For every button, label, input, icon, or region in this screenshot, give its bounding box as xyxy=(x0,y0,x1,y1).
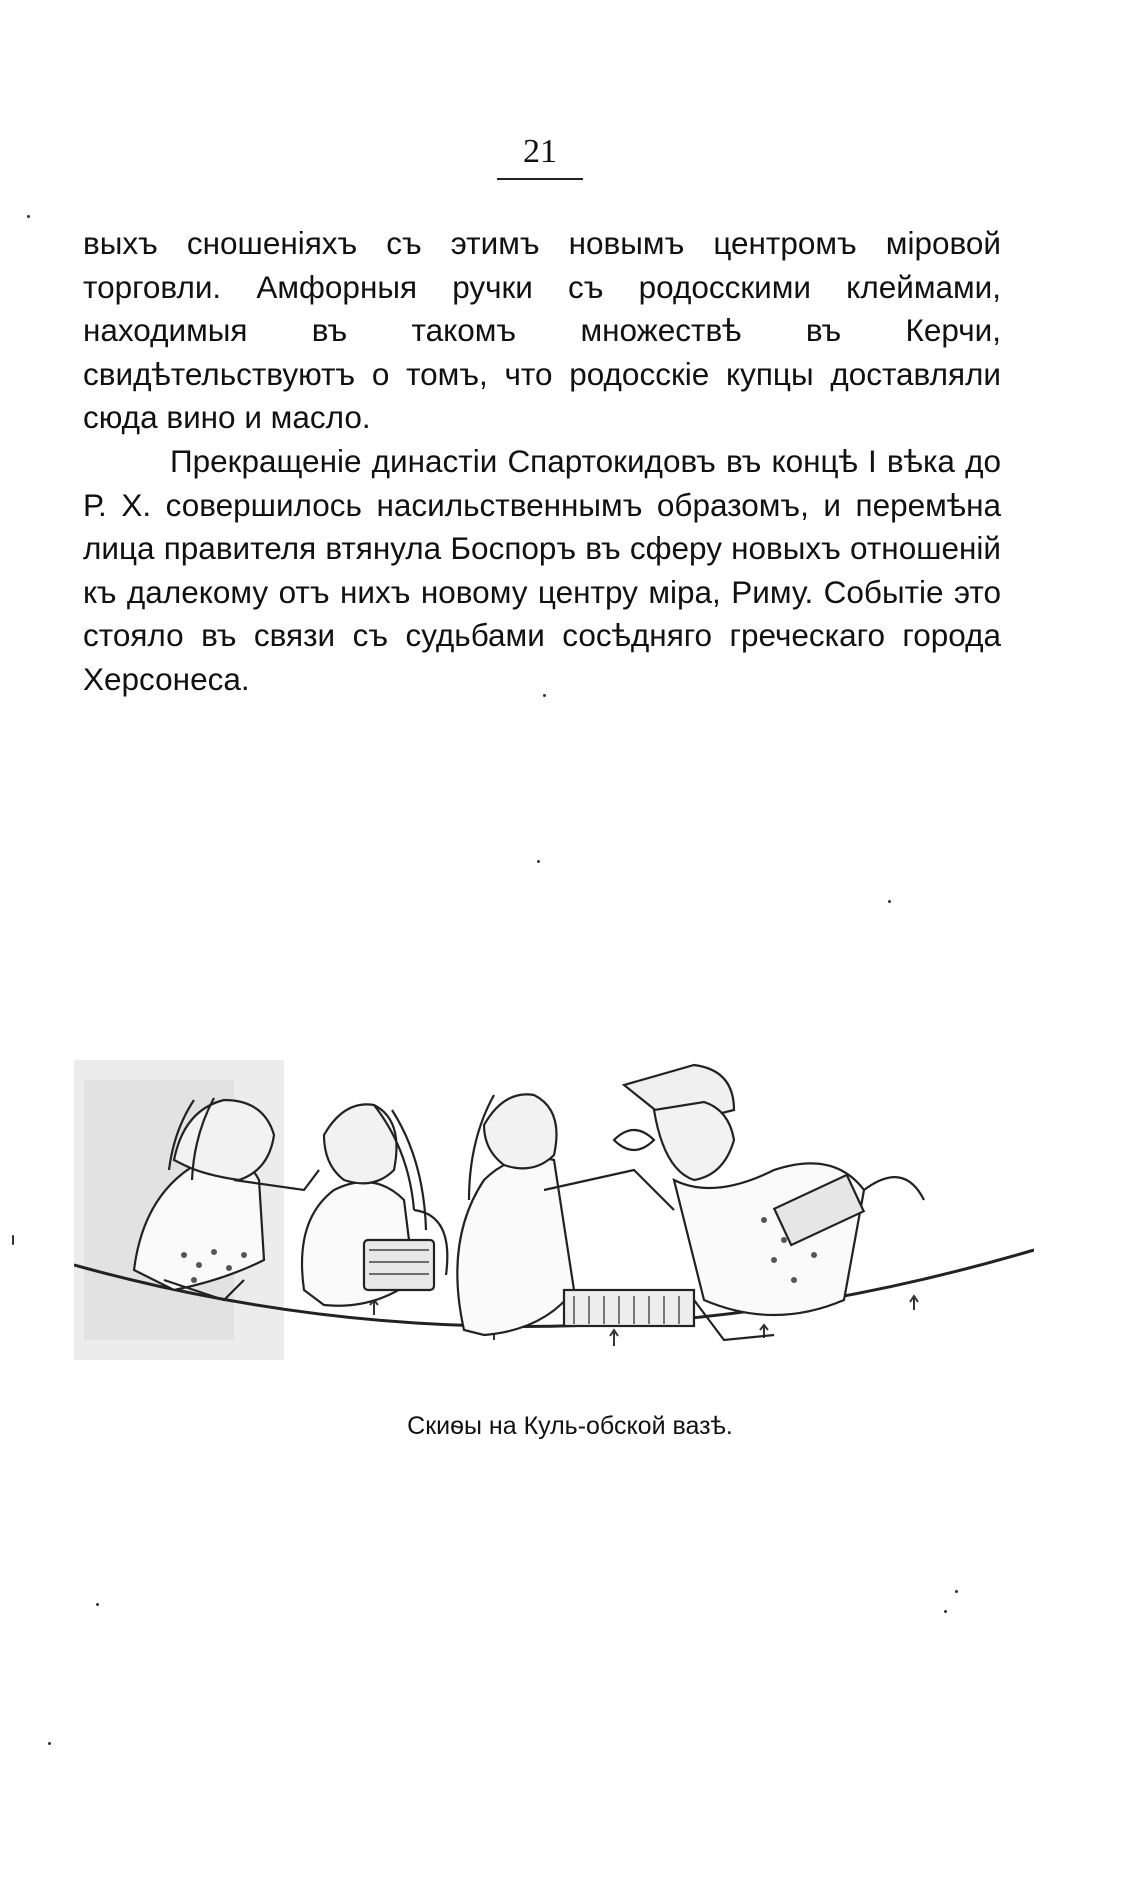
scan-speck xyxy=(96,1603,99,1606)
scan-speck xyxy=(955,1590,958,1593)
figure-caption: Скиѳы на Куль-обской вазѣ. xyxy=(407,1412,733,1440)
scythian-figure-2 xyxy=(302,1104,447,1305)
page-number: 21 xyxy=(523,133,557,170)
page-number-rule xyxy=(497,178,583,180)
scan-speck xyxy=(543,694,546,697)
body-text xyxy=(83,222,1001,702)
scan-speck xyxy=(888,900,891,903)
kul-oba-vase-illustration xyxy=(74,1040,1034,1380)
scan-speck xyxy=(944,1610,947,1613)
scan-speck xyxy=(12,1235,14,1245)
paragraph-2: Прекращеніе династіи Спартокидовъ въ концѣ I вѣка до Р. Х. совершилось насильственнымъ образомъ, и перемѣна лица правителя втянула Боспоръ въ сферу новыхъ отношеній къ далекому отъ нихъ новому центру міра, Риму. Событіе это стояло въ связи съ судьбами сосѣдняго греческаго города Херсонеса. xyxy=(83,442,1001,697)
paragraph-1: выхъ сношеніяхъ съ этимъ новымъ центромъ міровой торговли. Амфорныя ручки съ родосскими клеймами, находимыя въ такомъ множествѣ въ Керчи, свидѣтельствуютъ о томъ, что родосскіе купцы доставляли сюда вино и масло. xyxy=(83,225,1001,436)
scan-speck xyxy=(27,215,30,218)
scan-speck xyxy=(537,860,540,863)
scan-speck xyxy=(48,1742,51,1745)
